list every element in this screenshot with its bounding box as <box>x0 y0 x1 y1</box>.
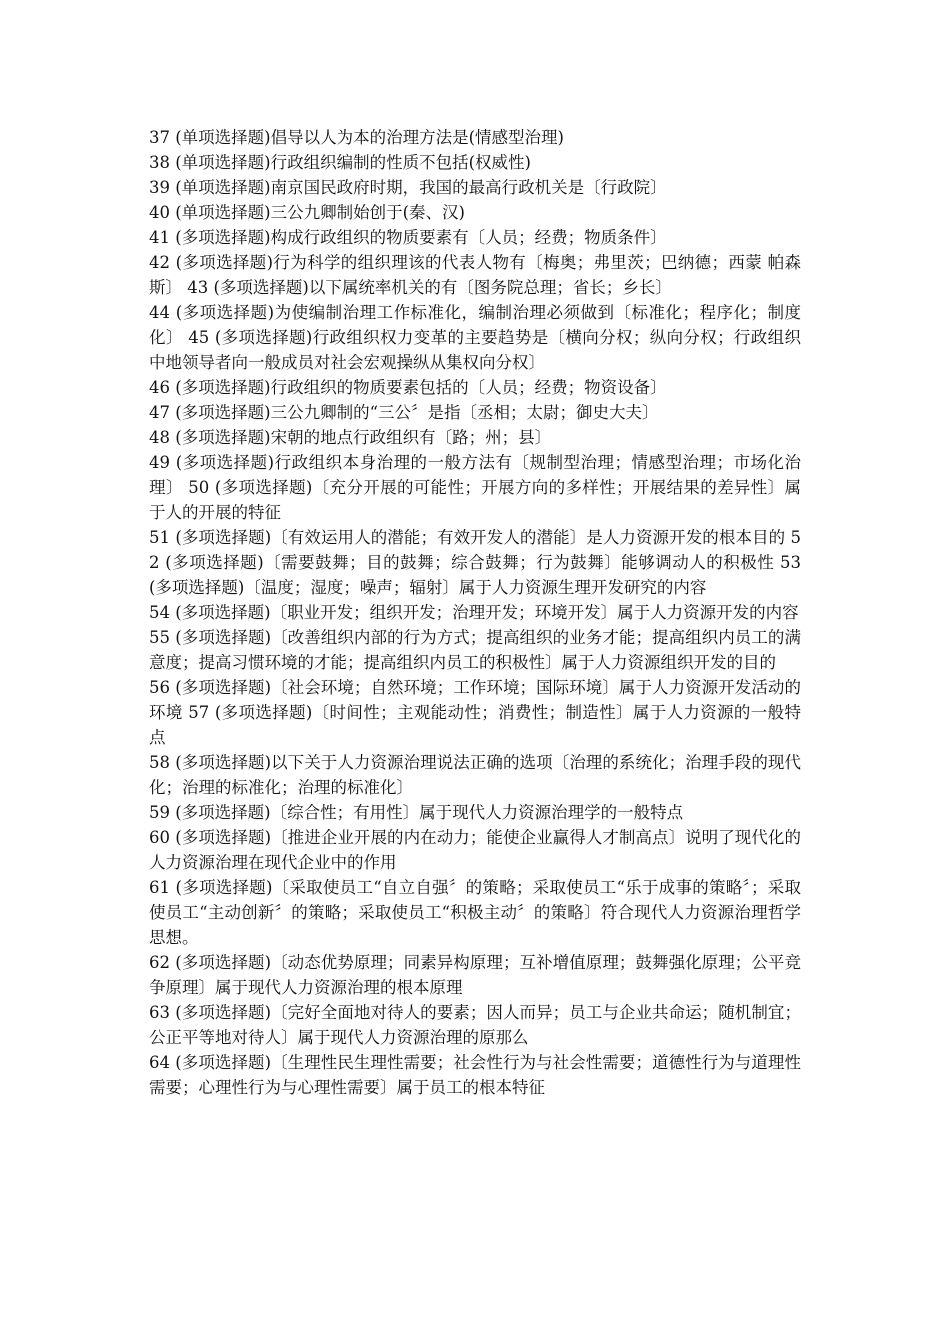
question-40: 40 (单项选择题)三公九卿制始创于(秦、汉) <box>149 203 465 222</box>
question-49-50: 49 (多项选择题)行政组织本身治理的一般方法有〔规制型治理；情感型治理；市场化治理〕 50 (多项选择题)〔充分开展的可能性；开展方向的多样性；开展结果的差异性〕属于人的开展的特征 <box>149 453 801 522</box>
question-37: 37 (单项选择题)倡导以人为本的治理方法是(情感型治理) <box>149 128 564 147</box>
question-42-43: 42 (多项选择题)行为科学的组织理该的代表人物有〔梅奥；弗里茨；巴纳德；西蒙 帕森斯〕 43 (多项选择题)以下属统率机关的有〔图务院总理；省长；乡长〕 <box>149 253 801 297</box>
question-46: 46 (多项选择题)行政组织的物质要素包括的〔人员；经费；物资设备〕 <box>149 378 667 397</box>
question-60: 60 (多项选择题)〔推进企业开展的内在动力；能使企业赢得人才制高点〕说明了现代化的人力资源治理在现代企业中的作用 <box>149 828 801 872</box>
question-51-53: 51 (多项选择题)〔有效运用人的潜能；有效开发人的潜能〕是人力资源开发的根本目的 52 (多项选择题)〔需要鼓舞；目的鼓舞；综合鼓舞；行为鼓舞〕能够调动人的积极性 53 (多项选择题)〔温度；湿度；噪声；辐射〕属于人力资源生理开发研究的内容 <box>149 528 801 597</box>
question-38: 38 (单项选择题)行政组织编制的性质不包括(权威性) <box>149 153 531 172</box>
question-58: 58 (多项选择题)以下关于人力资源治理说法正确的选项〔治理的系统化；治理手段的现代化；治理的标准化；治理的标准化〕 <box>149 753 801 797</box>
question-56-57: 56 (多项选择题)〔社会环境；自然环境；工作环境；国际环境〕属于人力资源开发活动的环境 57 (多项选择题)〔时间性；主观能动性；消费性；制造性〕属于人力资源的一般特点 <box>149 678 801 747</box>
question-48: 48 (多项选择题)宋朝的地点行政组织有〔路；州；县〕 <box>149 428 552 447</box>
question-54: 54 (多项选择题)〔职业开发；组织开发；治理开发；环境开发〕属于人力资源开发的内容 <box>149 603 799 622</box>
question-47: 47 (多项选择题)三公九卿制的“三公〞是指〔丞相；太尉；御史大夫〕 <box>149 403 659 422</box>
question-64: 64 (多项选择题)〔生理性民生理性需要；社会性行为与社会性需要；道德性行为与道理性需要；心理性行为与心理性需要〕属于员工的根本特征 <box>149 1053 801 1097</box>
question-63: 63 (多项选择题)〔完好全面地对待人的要素；因人而异；员工与企业共命运；随机制宜；公正平等地对待人〕属于现代人力资源治理的原那么 <box>149 1003 801 1047</box>
question-44-45: 44 (多项选择题)为使编制治理工作标准化，编制治理必须做到〔标准化；程序化；制度化〕 45 (多项选择题)行政组织权力变革的主要趋势是〔横向分权；纵向分权；行政组织中地领导者向一般成员对社会宏观操纵从集权向分权〕 <box>149 303 801 372</box>
question-55: 55 (多项选择题)〔改善组织内部的行为方式；提高组织的业务才能；提高组织内员工的满意度；提高习惯环境的才能；提高组织内员工的积极性〕属于人力资源组织开发的目的 <box>149 628 801 672</box>
question-62: 62 (多项选择题)〔动态优势原理；同素异构原理；互补增值原理；鼓舞强化原理；公平竞争原理〕属于现代人力资源治理的根本原理 <box>149 953 801 997</box>
question-59: 59 (多项选择题)〔综合性；有用性〕属于现代人力资源治理学的一般特点 <box>149 803 684 822</box>
document-body <box>149 125 801 1100</box>
question-41: 41 (多项选择题)构成行政组织的物质要素有〔人员；经费；物质条件〕 <box>149 228 667 247</box>
question-39: 39 (单项选择题)南京国民政府时期，我国的最高行政机关是〔行政院〕 <box>149 178 667 197</box>
question-61: 61 (多项选择题)〔采取使员工“自立自强〞的策略；采取使员工“乐于成事的策略〞；采取使员工“主动创新〞的策略；采取使员工“积极主动〞的策略〕符合现代人力资源治理哲学思想。 <box>149 878 801 947</box>
